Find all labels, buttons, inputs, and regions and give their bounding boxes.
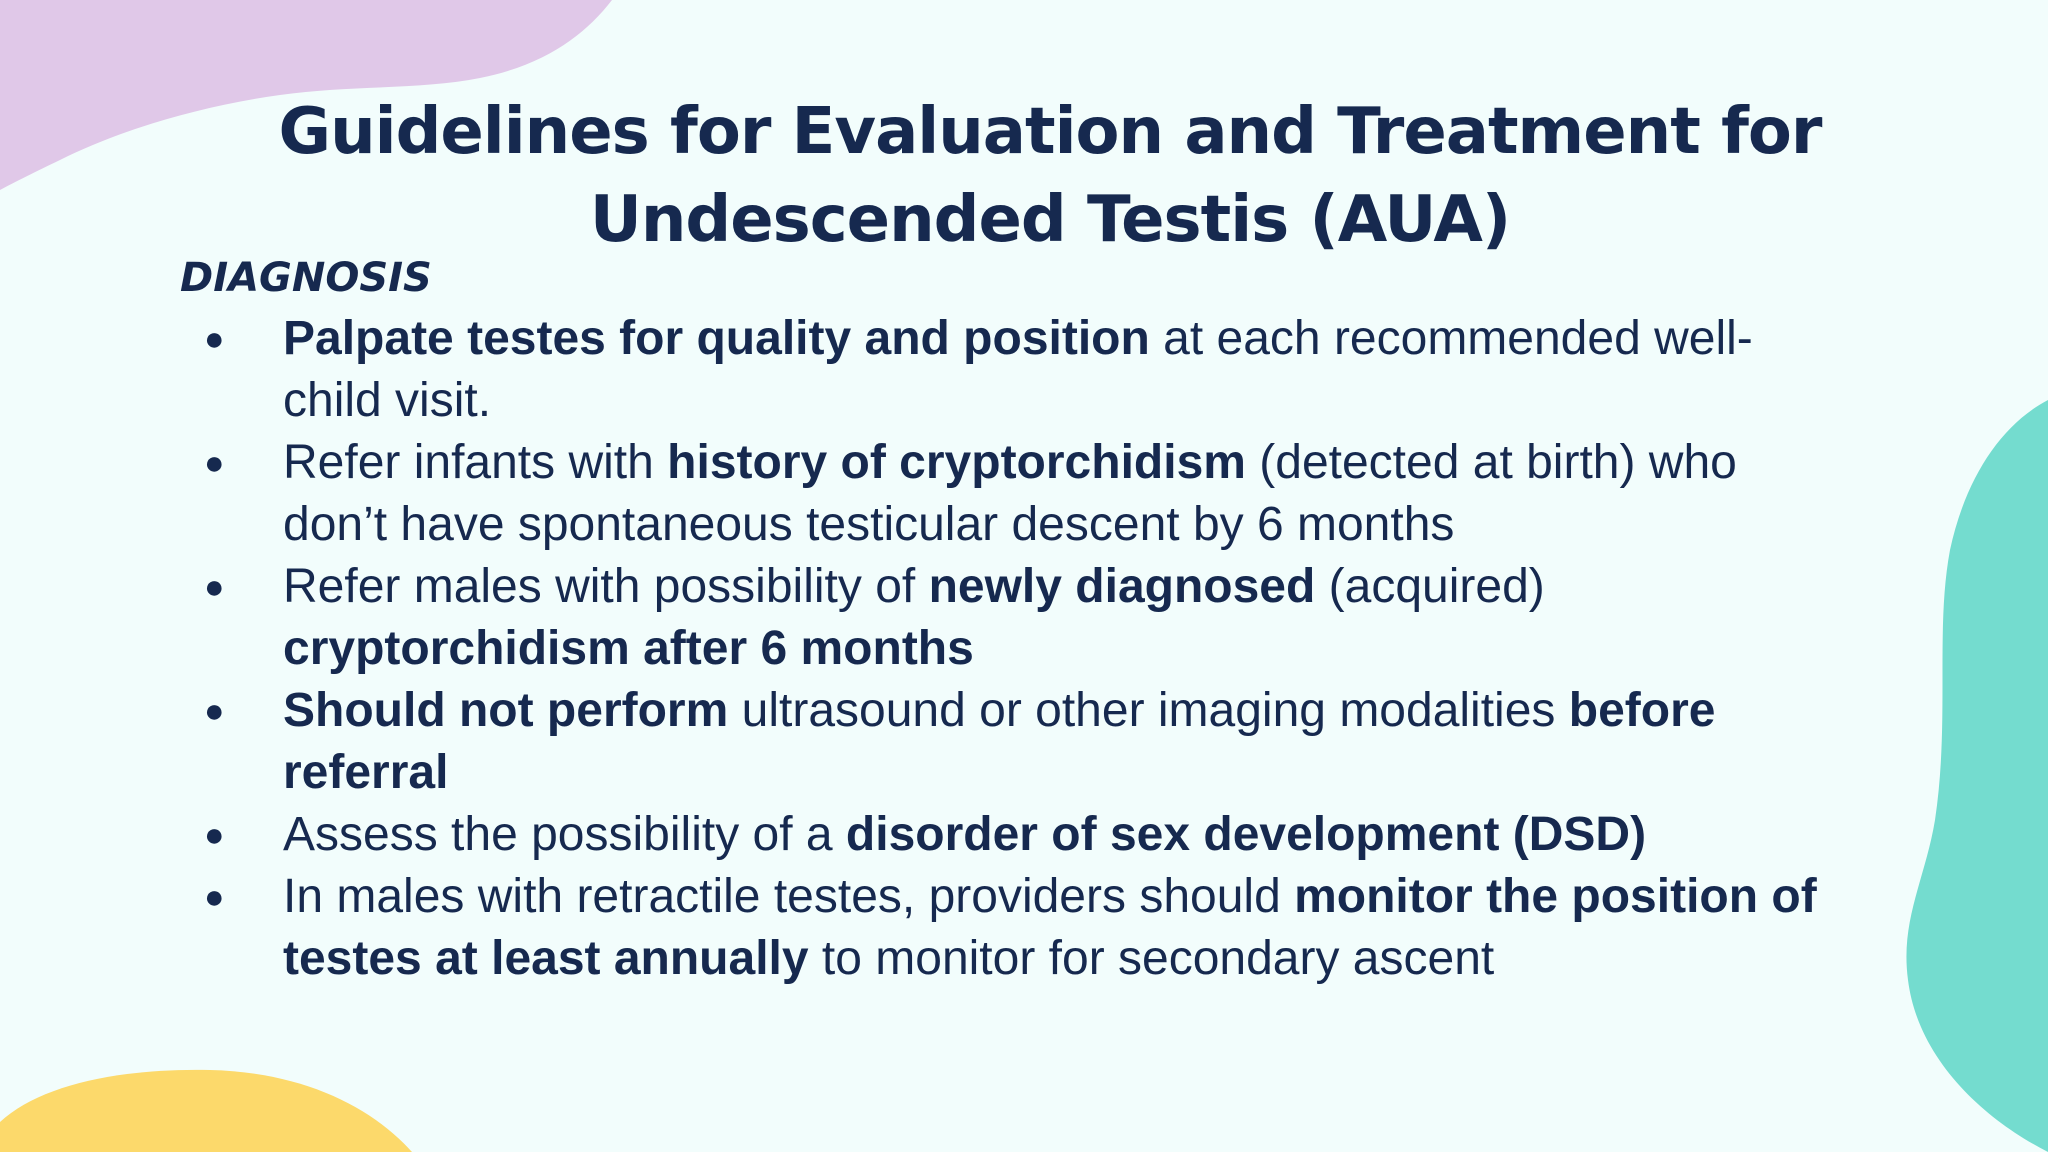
bullet-text-run: (acquired) [1315, 560, 1545, 613]
bullet-text [283, 312, 1753, 427]
slide-title-line-2: Undescended Testis (AUA) [589, 183, 1511, 257]
bullet-marker: ● [204, 692, 225, 730]
bullet-text [283, 560, 1545, 675]
bullet-text-bold: disorder of sex development (DSD) [845, 808, 1647, 861]
bullet-text-run: at each recommended well-child visit. [283, 312, 1753, 427]
bullet-text-run: (detected at birth) who don’t have spontaneous testicular descent by 6 months [283, 436, 1737, 551]
bullet-item [180, 866, 1840, 990]
diagnosis-bullet-list [180, 308, 1840, 990]
bullet-text-bold: before referral [283, 684, 1716, 799]
bullet-item [180, 804, 1840, 866]
bullet-text-bold: newly diagnosed [928, 560, 1316, 613]
bullet-marker: ● [204, 444, 225, 482]
decorative-teal-blob [1890, 400, 2048, 1152]
bullet-marker: ● [204, 320, 225, 358]
bullet-text-bold: history of cryptorchidism [667, 436, 1246, 489]
bullet-text [283, 436, 1737, 551]
bullet-marker: ● [204, 568, 225, 606]
slide-title [250, 88, 1850, 264]
slide-title-line-1: Guidelines for Evaluation and Treatment for [278, 95, 1822, 169]
bullet-text-run: Refer males with possibility of [283, 560, 929, 613]
bullet-marker: ● [204, 816, 225, 854]
yellow-blob-shape [0, 1070, 412, 1152]
bullet-text-bold: cryptorchidism after 6 months [283, 622, 974, 675]
bullet-text-bold: Should not perform [283, 684, 729, 737]
bullet-text [283, 808, 1646, 861]
decorative-yellow-blob [0, 1060, 420, 1152]
bullet-text-bold: monitor the position of testes at least annually [283, 870, 1817, 985]
bullet-item [180, 432, 1840, 556]
bullet-text-run: to monitor for secondary ascent [808, 932, 1495, 985]
teal-blob-shape [1906, 400, 2048, 1152]
bullet-item [180, 556, 1840, 680]
bullet-text-run: Assess the possibility of a [283, 808, 846, 861]
bullet-text [283, 684, 1715, 799]
bullet-text [283, 870, 1817, 985]
section-heading: DIAGNOSIS [180, 255, 432, 301]
bullet-item [180, 308, 1840, 432]
bullet-marker: ● [204, 878, 225, 916]
bullet-text-bold: Palpate testes for quality and position [283, 312, 1150, 365]
bullet-text-run: In males with retractile testes, providers should [283, 870, 1295, 923]
bullet-text-run: Refer infants with [283, 436, 668, 489]
bullet-text-run: ultrasound or other imaging modalities [728, 684, 1569, 737]
bullet-item [180, 680, 1840, 804]
